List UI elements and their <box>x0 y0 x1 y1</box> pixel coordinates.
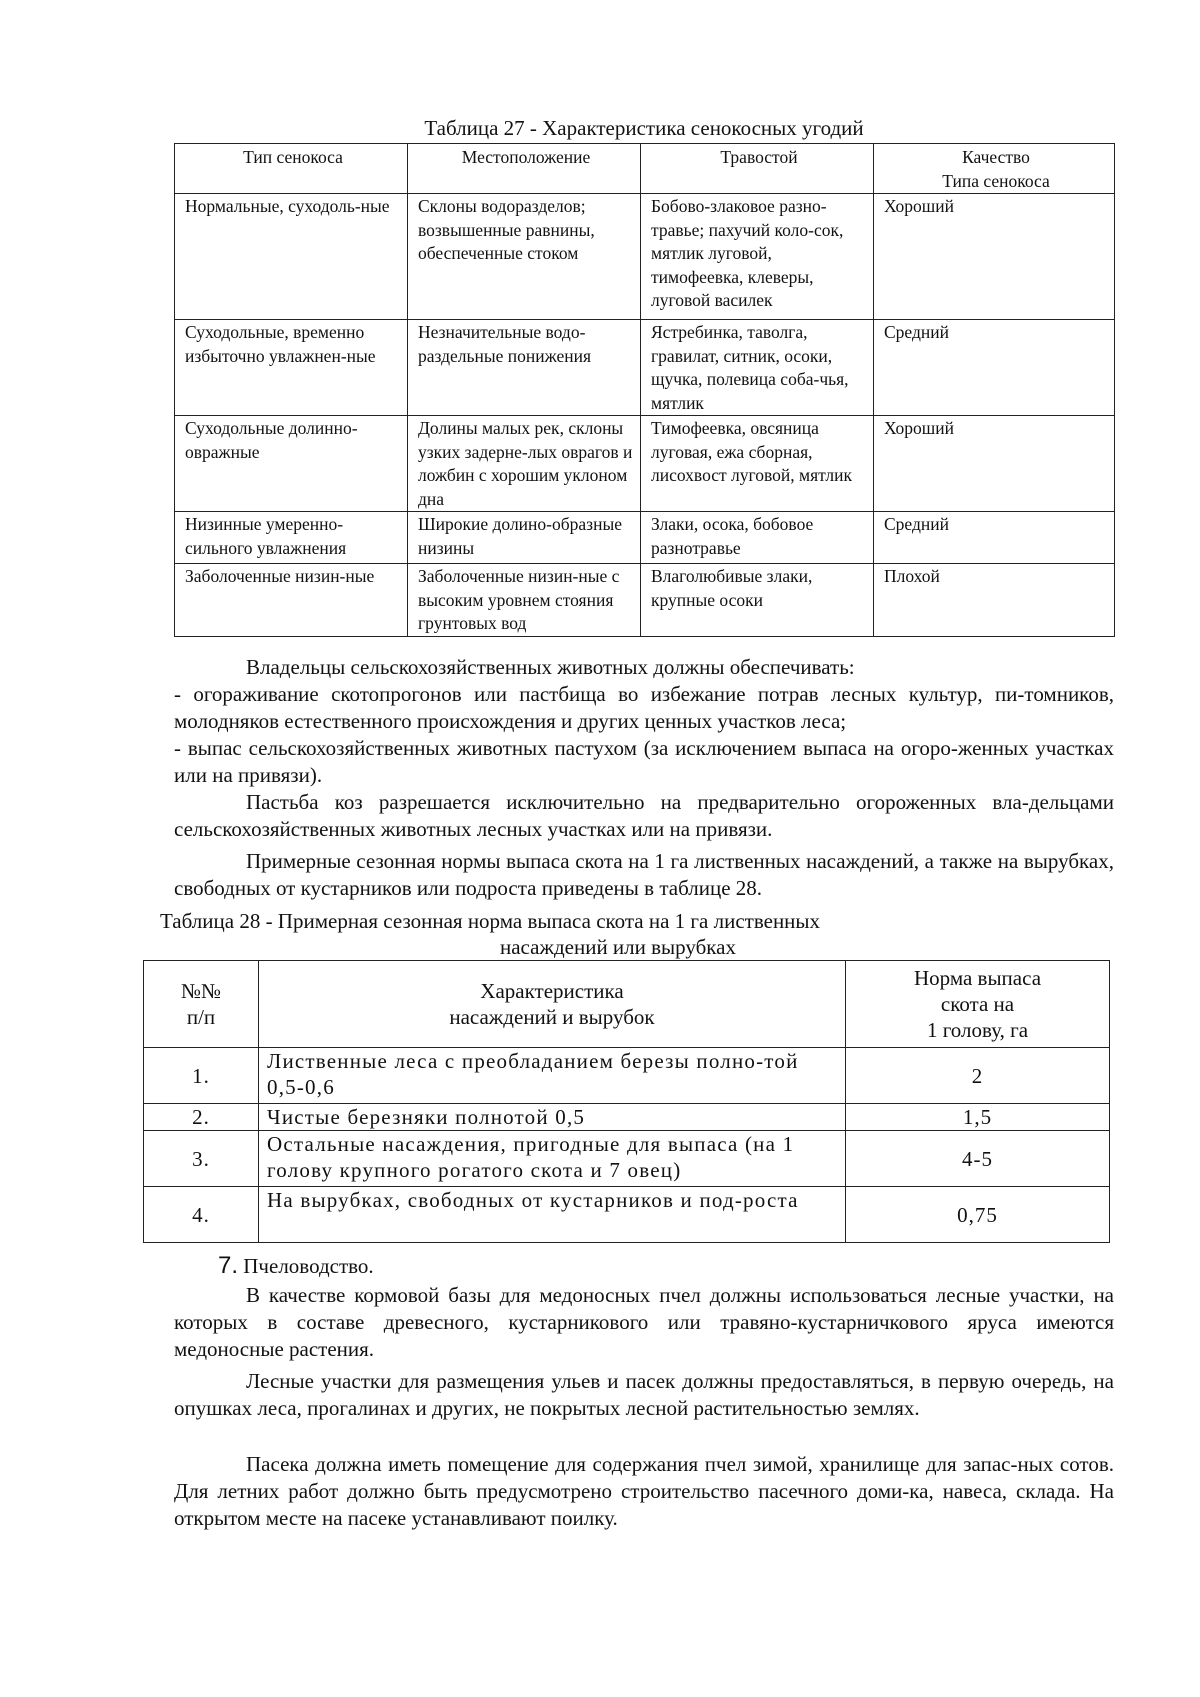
table-row <box>144 1048 1110 1104</box>
table27-cell-location: Заболоченные низин-ные с высоким уровнем стояния грунтовых вод <box>408 564 641 637</box>
table28-header-norm-line3: 1 голову, га <box>926 1018 1029 1042</box>
table27-cell-type: Заболоченные низин-ные <box>175 564 408 637</box>
table27-header-quality-line1: Качество <box>962 147 1030 167</box>
table27-header-row <box>175 144 1115 194</box>
table27-cell-quality: Плохой <box>874 564 1115 637</box>
paragraph-goats: Пастьба коз разрешается исключительно на предварительно огороженных вла-дельцами сельскохозяйственных животных лесных участках или на привязи. <box>174 790 1114 841</box>
table28-cell-norm: 0,75 <box>846 1187 1110 1243</box>
table27-cell-type: Низинные умеренно-сильного увлажнения <box>175 512 408 564</box>
table28-cell-desc: На вырубках, свободных от кустарников и под-роста <box>259 1187 846 1243</box>
table28-header-desc-line2: насаждений и вырубок <box>449 1005 655 1029</box>
table-row <box>144 1131 1110 1187</box>
table27-cell-grass: Бобово-злаковое разно-травье; пахучий коло-сок, мятлик луговой, тимофеевка, клеверы, луговой василек <box>641 194 874 320</box>
table27-header-quality <box>874 144 1115 194</box>
table28-caption-line1: Таблица 28 - Примерная сезонная норма выпаса скота на 1 га лиственных <box>160 909 821 933</box>
table28-cell-norm: 4-5 <box>846 1131 1110 1187</box>
table-row <box>144 1104 1110 1131</box>
paragraph-norms: Примерные сезонная нормы выпаса скота на 1 га лиственных насаждений, а также на вырубках, свободных от кустарников или подроста приведены в таблице 28. <box>174 849 1114 900</box>
table27-cell-quality: Средний <box>874 320 1115 416</box>
table27-cell-quality: Средний <box>874 512 1115 564</box>
table-row <box>175 320 1115 416</box>
section7-title: Пчеловодство. <box>243 1254 374 1278</box>
table28-header-num-line2: п/п <box>186 1005 216 1029</box>
table27-cell-type: Нормальные, суходоль-ные <box>175 194 408 320</box>
table28-cell-num: 1. <box>144 1048 259 1104</box>
table27-caption: Таблица 27 - Характеристика сенокосных угодий <box>424 116 864 140</box>
table27-cell-type: Суходольные долинно-овражные <box>175 416 408 512</box>
table28-header-norm <box>846 961 1110 1048</box>
table28-header-desc <box>259 961 846 1048</box>
table27-header-quality-line2: Типа сенокоса <box>942 170 1050 191</box>
table27-cell-location: Долины малых рек, склоны узких задерне-лых оврагов и ложбин с хорошим уклоном дна <box>408 416 641 512</box>
paragraph-bullet-1: - огораживание скотопрогонов или пастбища во избежание потрав лесных культур, пи-томников, молодняков естественного происхождения и других ценных участков леса; <box>174 682 1114 733</box>
table27-header-type: Тип сенокоса <box>175 144 408 194</box>
table27-cell-grass: Ястребинка, таволга, гравилат, ситник, осоки, щучка, полевица соба-чья, мятлик <box>641 320 874 416</box>
table-row <box>175 512 1115 564</box>
table28-cell-norm: 2 <box>846 1048 1110 1104</box>
table28-header-norm-line2: скота на <box>940 992 1015 1016</box>
table-row <box>175 416 1115 512</box>
table28-header-num <box>144 961 259 1048</box>
table28-caption-line2: насаждений или вырубках <box>500 935 737 959</box>
table27-cell-type: Суходольные, временно избыточно увлажнен-ные <box>175 320 408 416</box>
section7-paragraph-3: Пасека должна иметь помещение для содержания пчел зимой, хранилище для запас-ных сотов. Для летних работ должно быть предусмотрено строительство пасечного доми-ка, навеса, склада. На открытом месте на пасеке устанавливают поилку. <box>174 1452 1114 1530</box>
section7-paragraph-2: Лесные участки для размещения ульев и пасек должны предоставляться, в первую очередь, на опушках леса, прогалинах и других, не покрытых лесной растительностью землях. <box>174 1369 1114 1420</box>
table28-cell-num: 3. <box>144 1131 259 1187</box>
table27-header-grass: Травостой <box>641 144 874 194</box>
table28-header-num-line1: №№ <box>180 979 222 1003</box>
section7-heading <box>218 1252 374 1280</box>
table27-cell-quality: Хороший <box>874 194 1115 320</box>
table27-cell-location: Широкие долино-образные низины <box>408 512 641 564</box>
table28-cell-num: 4. <box>144 1187 259 1243</box>
table28-cell-desc: Лиственные леса с преобладанием березы полно-той 0,5-0,6 <box>259 1048 846 1104</box>
table27 <box>174 143 1115 637</box>
table28-header-norm-line1: Норма выпаса <box>913 966 1042 990</box>
table-row <box>144 1187 1110 1243</box>
paragraph-bullet-2: - выпас сельскохозяйственных животных пастухом (за исключением выпаса на огоро-женных участках или на привязи). <box>174 736 1114 787</box>
table27-cell-grass: Влаголюбивые злаки, крупные осоки <box>641 564 874 637</box>
table28-header-desc-line1: Характеристика <box>480 979 624 1003</box>
table27-header-location: Местоположение <box>408 144 641 194</box>
table27-cell-location: Незначительные водо-раздельные понижения <box>408 320 641 416</box>
table28-cell-desc: Остальные насаждения, пригодные для выпаса (на 1 голову крупного рогатого скота и 7 овец) <box>259 1131 846 1187</box>
section7-number: 7. <box>218 1252 239 1279</box>
table27-cell-quality: Хороший <box>874 416 1115 512</box>
table28-header-row <box>144 961 1110 1048</box>
table28-cell-num: 2. <box>144 1104 259 1131</box>
table-row <box>175 564 1115 637</box>
table28-cell-norm: 1,5 <box>846 1104 1110 1131</box>
paragraph-owners-intro: Владельцы сельскохозяйственных животных должны обеспечивать: <box>246 655 855 679</box>
section7-paragraph-1: В качестве кормовой базы для медоносных пчел должны использоваться лесные участки, на которых в составе древесного, кустарникового или травяно-кустарничкового яруса имеются медоносные растения. <box>174 1283 1114 1361</box>
table-row <box>175 194 1115 320</box>
table27-cell-grass: Злаки, осока, бобовое разнотравье <box>641 512 874 564</box>
table28 <box>143 960 1110 1243</box>
table28-cell-desc: Чистые березняки полнотой 0,5 <box>259 1104 846 1131</box>
table27-cell-grass: Тимофеевка, овсяница луговая, ежа сборная, лисохвост луговой, мятлик <box>641 416 874 512</box>
table27-cell-location: Склоны водоразделов; возвышенные равнины, обеспеченные стоком <box>408 194 641 320</box>
